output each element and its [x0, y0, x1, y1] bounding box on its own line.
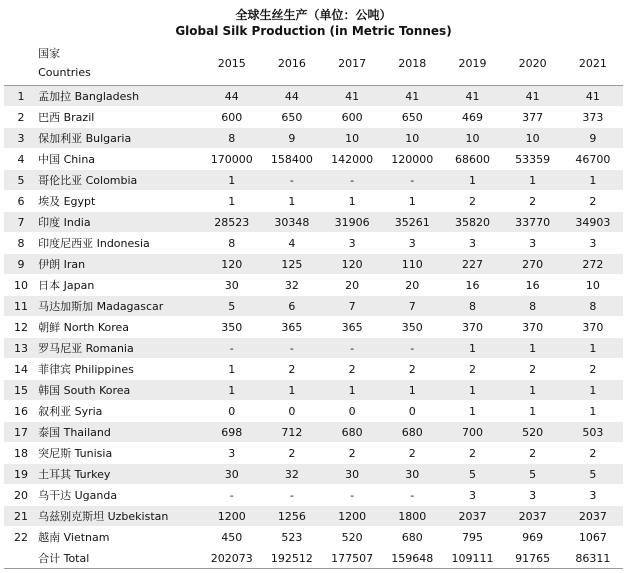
value-cell: 2 — [503, 443, 563, 464]
country-header — [38, 41, 202, 86]
country-header-en: Countries — [38, 66, 91, 79]
value-cell: 110 — [382, 254, 442, 275]
table-row — [4, 338, 623, 359]
total-value: 202073 — [202, 548, 262, 569]
value-cell: 2037 — [503, 506, 563, 527]
value-cell: 170000 — [202, 149, 262, 170]
value-cell: 2 — [563, 443, 623, 464]
table-body — [4, 86, 623, 569]
total-value: 86311 — [563, 548, 623, 569]
value-cell: 520 — [322, 527, 382, 548]
value-cell: 365 — [322, 317, 382, 338]
value-cell: 1 — [442, 401, 502, 422]
table-row — [4, 170, 623, 191]
value-cell: 680 — [382, 422, 442, 443]
value-cell: 795 — [442, 527, 502, 548]
value-cell: 270 — [503, 254, 563, 275]
table-row — [4, 485, 623, 506]
title-english: Global Silk Production (in Metric Tonnes) — [175, 24, 452, 38]
country-name: 埃及 Egypt — [38, 191, 202, 212]
value-cell: 30348 — [262, 212, 322, 233]
country-name: 孟加拉 Bangladesh — [38, 86, 202, 107]
value-cell: 2 — [382, 359, 442, 380]
value-cell: 158400 — [262, 149, 322, 170]
value-cell: 41 — [382, 86, 442, 107]
value-cell: 41 — [442, 86, 502, 107]
row-index: 12 — [4, 317, 38, 338]
value-cell: 1 — [262, 191, 322, 212]
value-cell: 1 — [503, 338, 563, 359]
value-cell: 5 — [202, 296, 262, 317]
table-row — [4, 527, 623, 548]
value-cell: - — [322, 338, 382, 359]
value-cell: 469 — [442, 107, 502, 128]
value-cell: 3 — [202, 443, 262, 464]
value-cell: 0 — [382, 401, 442, 422]
value-cell: 53359 — [503, 149, 563, 170]
value-cell: - — [202, 485, 262, 506]
value-cell: 370 — [563, 317, 623, 338]
value-cell: 34903 — [563, 212, 623, 233]
value-cell: 0 — [202, 401, 262, 422]
value-cell: 1 — [202, 359, 262, 380]
value-cell: 3 — [503, 485, 563, 506]
value-cell: 3 — [322, 233, 382, 254]
value-cell: - — [262, 338, 322, 359]
row-index: 19 — [4, 464, 38, 485]
value-cell: 2 — [563, 191, 623, 212]
value-cell: - — [382, 338, 442, 359]
value-cell: 365 — [262, 317, 322, 338]
value-cell: 35261 — [382, 212, 442, 233]
value-cell: 1 — [563, 401, 623, 422]
value-cell: 1200 — [322, 506, 382, 527]
value-cell: 41 — [563, 86, 623, 107]
country-name: 哥伦比亚 Colombia — [38, 170, 202, 191]
value-cell: 7 — [322, 296, 382, 317]
row-index: 16 — [4, 401, 38, 422]
value-cell: 650 — [382, 107, 442, 128]
total-index-blank — [4, 548, 38, 569]
value-cell: 1 — [563, 170, 623, 191]
value-cell: 0 — [262, 401, 322, 422]
total-value: 177507 — [322, 548, 382, 569]
row-index: 13 — [4, 338, 38, 359]
country-name: 中国 China — [38, 149, 202, 170]
value-cell: 680 — [322, 422, 382, 443]
value-cell: 7 — [382, 296, 442, 317]
value-cell: 35820 — [442, 212, 502, 233]
row-index: 6 — [4, 191, 38, 212]
value-cell: 30 — [202, 275, 262, 296]
value-cell: 142000 — [322, 149, 382, 170]
value-cell: 1 — [262, 380, 322, 401]
value-cell: 600 — [322, 107, 382, 128]
value-cell: 3 — [442, 485, 502, 506]
value-cell: 700 — [442, 422, 502, 443]
country-name: 朝鲜 North Korea — [38, 317, 202, 338]
table-row — [4, 506, 623, 527]
value-cell: 16 — [442, 275, 502, 296]
country-name: 乌兹别克斯坦 Uzbekistan — [38, 506, 202, 527]
value-cell: - — [202, 338, 262, 359]
value-cell: 8 — [442, 296, 502, 317]
country-name: 越南 Vietnam — [38, 527, 202, 548]
country-name: 泰国 Thailand — [38, 422, 202, 443]
value-cell: 120 — [202, 254, 262, 275]
value-cell: 370 — [503, 317, 563, 338]
total-label: 合计 Total — [38, 548, 202, 569]
value-cell: 125 — [262, 254, 322, 275]
table-row — [4, 107, 623, 128]
value-cell: 3 — [563, 485, 623, 506]
table-row — [4, 149, 623, 170]
value-cell: 1 — [563, 338, 623, 359]
row-index: 21 — [4, 506, 38, 527]
value-cell: 1 — [202, 170, 262, 191]
country-name: 土耳其 Turkey — [38, 464, 202, 485]
table-row — [4, 233, 623, 254]
table-row — [4, 464, 623, 485]
value-cell: 10 — [322, 128, 382, 149]
year-header-2015: 2015 — [202, 41, 262, 86]
value-cell: 1256 — [262, 506, 322, 527]
value-cell: 450 — [202, 527, 262, 548]
value-cell: 28523 — [202, 212, 262, 233]
value-cell: 1 — [382, 380, 442, 401]
row-index: 15 — [4, 380, 38, 401]
value-cell: 3 — [503, 233, 563, 254]
row-index: 5 — [4, 170, 38, 191]
total-value: 159648 — [382, 548, 442, 569]
row-index: 4 — [4, 149, 38, 170]
row-index: 17 — [4, 422, 38, 443]
value-cell: 9 — [563, 128, 623, 149]
value-cell: 1 — [503, 380, 563, 401]
value-cell: 1 — [442, 338, 502, 359]
country-name: 保加利亚 Bulgaria — [38, 128, 202, 149]
value-cell: - — [382, 170, 442, 191]
country-name: 韩国 South Korea — [38, 380, 202, 401]
value-cell: 350 — [382, 317, 442, 338]
country-header-cn: 国家 — [38, 47, 61, 60]
total-value: 91765 — [503, 548, 563, 569]
value-cell: 44 — [262, 86, 322, 107]
value-cell: 1 — [442, 380, 502, 401]
value-cell: 30 — [382, 464, 442, 485]
value-cell: 33770 — [503, 212, 563, 233]
value-cell: 6 — [262, 296, 322, 317]
value-cell: 1 — [503, 401, 563, 422]
table-row — [4, 275, 623, 296]
value-cell: 68600 — [442, 149, 502, 170]
value-cell: 32 — [262, 275, 322, 296]
value-cell: 680 — [382, 527, 442, 548]
table-row — [4, 422, 623, 443]
value-cell: 1 — [202, 191, 262, 212]
row-index: 3 — [4, 128, 38, 149]
value-cell: 650 — [262, 107, 322, 128]
value-cell: 2 — [322, 359, 382, 380]
total-row — [4, 548, 623, 569]
value-cell: - — [382, 485, 442, 506]
year-header-2021: 2021 — [563, 41, 623, 86]
value-cell: 272 — [563, 254, 623, 275]
value-cell: 10 — [382, 128, 442, 149]
year-header-2016: 2016 — [262, 41, 322, 86]
value-cell: 20 — [322, 275, 382, 296]
row-index: 8 — [4, 233, 38, 254]
value-cell: 2037 — [563, 506, 623, 527]
value-cell: 503 — [563, 422, 623, 443]
value-cell: 1200 — [202, 506, 262, 527]
total-value: 109111 — [442, 548, 502, 569]
value-cell: 2 — [322, 443, 382, 464]
value-cell: 5 — [563, 464, 623, 485]
country-name: 马达加斯加 Madagascar — [38, 296, 202, 317]
value-cell: 8 — [202, 128, 262, 149]
value-cell: 120000 — [382, 149, 442, 170]
country-name: 伊朗 Iran — [38, 254, 202, 275]
value-cell: 41 — [503, 86, 563, 107]
country-name: 叙利亚 Syria — [38, 401, 202, 422]
country-name: 印度 India — [38, 212, 202, 233]
header-row — [4, 41, 623, 86]
value-cell: 10 — [442, 128, 502, 149]
row-index: 11 — [4, 296, 38, 317]
year-header-2018: 2018 — [382, 41, 442, 86]
value-cell: 969 — [503, 527, 563, 548]
value-cell: 2 — [382, 443, 442, 464]
value-cell: 30 — [322, 464, 382, 485]
table-row — [4, 401, 623, 422]
value-cell: 0 — [322, 401, 382, 422]
value-cell: 1800 — [382, 506, 442, 527]
table-row — [4, 443, 623, 464]
value-cell: 523 — [262, 527, 322, 548]
value-cell: 712 — [262, 422, 322, 443]
value-cell: 5 — [442, 464, 502, 485]
value-cell: 520 — [503, 422, 563, 443]
value-cell: 2 — [503, 191, 563, 212]
row-index: 22 — [4, 527, 38, 548]
country-name: 突尼斯 Tunisia — [38, 443, 202, 464]
value-cell: - — [262, 170, 322, 191]
value-cell: 2037 — [442, 506, 502, 527]
row-index: 10 — [4, 275, 38, 296]
value-cell: 600 — [202, 107, 262, 128]
title-chinese: 全球生丝生产（单位：公吨） — [235, 8, 392, 22]
value-cell: 2 — [442, 443, 502, 464]
value-cell: 1 — [322, 191, 382, 212]
table-row — [4, 317, 623, 338]
value-cell: 2 — [442, 191, 502, 212]
value-cell: 1067 — [563, 527, 623, 548]
year-header-2020: 2020 — [503, 41, 563, 86]
value-cell: 3 — [563, 233, 623, 254]
value-cell: 2 — [262, 443, 322, 464]
value-cell: 1 — [503, 170, 563, 191]
table-row — [4, 254, 623, 275]
value-cell: 46700 — [563, 149, 623, 170]
country-name: 印度尼西亚 Indonesia — [38, 233, 202, 254]
table-row — [4, 128, 623, 149]
value-cell: 16 — [503, 275, 563, 296]
value-cell: - — [322, 170, 382, 191]
value-cell: 5 — [503, 464, 563, 485]
value-cell: 1 — [382, 191, 442, 212]
value-cell: 8 — [503, 296, 563, 317]
table-row — [4, 296, 623, 317]
value-cell: 4 — [262, 233, 322, 254]
value-cell: 350 — [202, 317, 262, 338]
country-name: 巴西 Brazil — [38, 107, 202, 128]
value-cell: 2 — [262, 359, 322, 380]
value-cell: 10 — [563, 275, 623, 296]
year-header-2017: 2017 — [322, 41, 382, 86]
value-cell: - — [322, 485, 382, 506]
table-row — [4, 86, 623, 107]
row-index: 14 — [4, 359, 38, 380]
value-cell: 10 — [503, 128, 563, 149]
country-name: 菲律宾 Philippines — [38, 359, 202, 380]
value-cell: 370 — [442, 317, 502, 338]
value-cell: 1 — [202, 380, 262, 401]
value-cell: 3 — [442, 233, 502, 254]
row-index: 2 — [4, 107, 38, 128]
value-cell: 2 — [563, 359, 623, 380]
value-cell: 30 — [202, 464, 262, 485]
value-cell: 373 — [563, 107, 623, 128]
value-cell: 44 — [202, 86, 262, 107]
value-cell: - — [262, 485, 322, 506]
row-index: 1 — [4, 86, 38, 107]
row-index: 9 — [4, 254, 38, 275]
total-value: 192512 — [262, 548, 322, 569]
value-cell: 1 — [563, 380, 623, 401]
value-cell: 377 — [503, 107, 563, 128]
row-index: 20 — [4, 485, 38, 506]
table-row — [4, 212, 623, 233]
value-cell: 20 — [382, 275, 442, 296]
value-cell: 8 — [202, 233, 262, 254]
country-name: 乌干达 Uganda — [38, 485, 202, 506]
silk-production-table — [4, 41, 623, 569]
value-cell: 31906 — [322, 212, 382, 233]
row-index: 7 — [4, 212, 38, 233]
table-row — [4, 359, 623, 380]
value-cell: 227 — [442, 254, 502, 275]
value-cell: 2 — [442, 359, 502, 380]
index-header — [4, 41, 38, 86]
value-cell: 1 — [322, 380, 382, 401]
value-cell: 1 — [442, 170, 502, 191]
value-cell: 8 — [563, 296, 623, 317]
table-row — [4, 191, 623, 212]
value-cell: 9 — [262, 128, 322, 149]
table-row — [4, 380, 623, 401]
value-cell: 41 — [322, 86, 382, 107]
value-cell: 120 — [322, 254, 382, 275]
value-cell: 32 — [262, 464, 322, 485]
row-index: 18 — [4, 443, 38, 464]
country-name: 罗马尼亚 Romania — [38, 338, 202, 359]
value-cell: 2 — [503, 359, 563, 380]
year-header-2019: 2019 — [442, 41, 502, 86]
value-cell: 3 — [382, 233, 442, 254]
value-cell: 698 — [202, 422, 262, 443]
country-name: 日本 Japan — [38, 275, 202, 296]
